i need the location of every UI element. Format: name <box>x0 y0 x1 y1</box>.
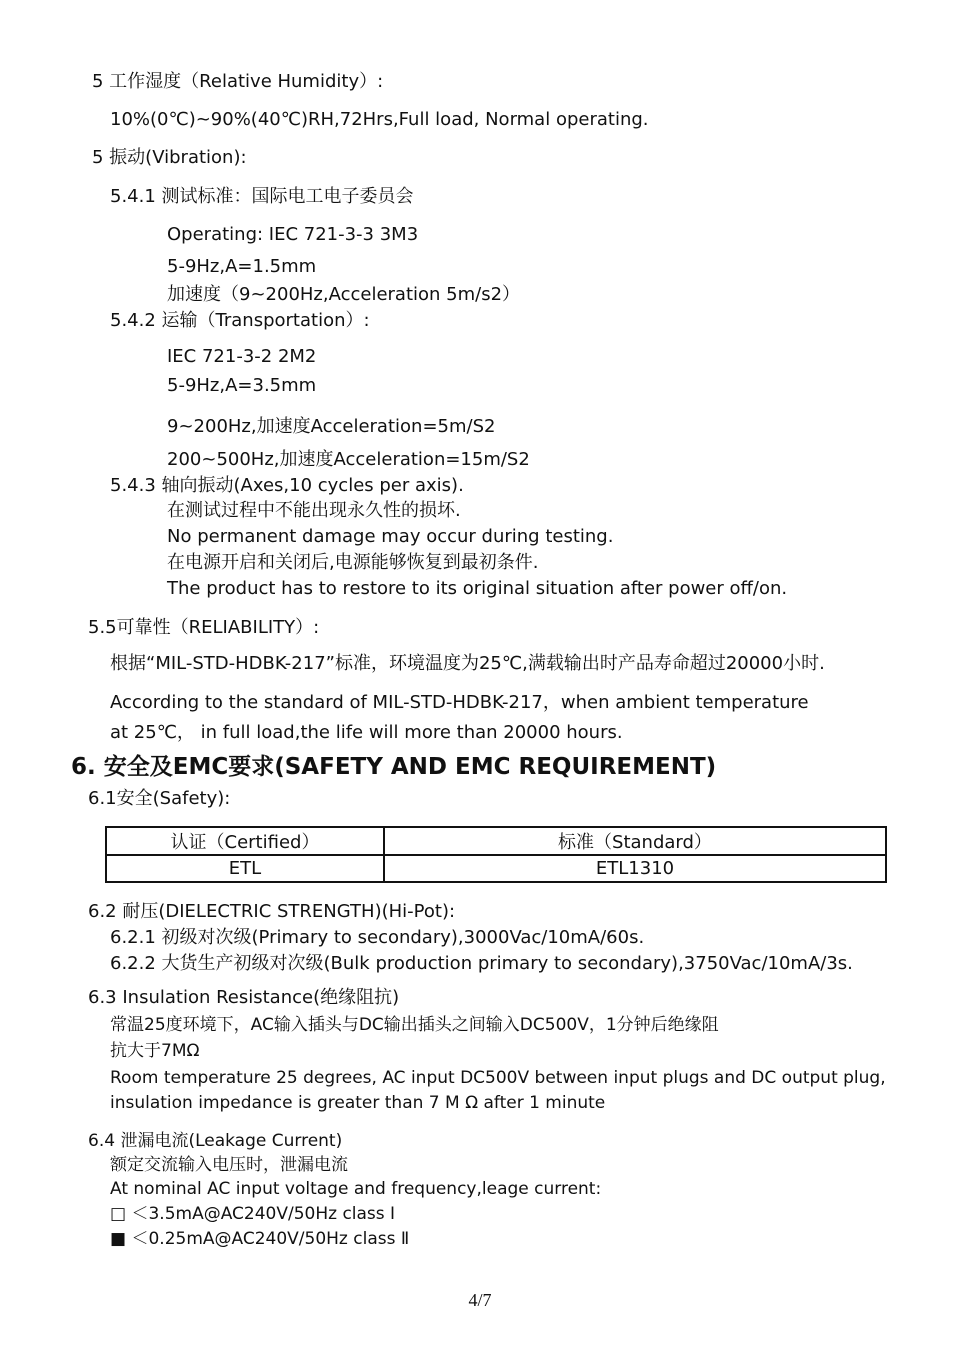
table-header: 认证（Certified） <box>106 827 384 855</box>
leakage-option-label: ＜0.25mA@AC240V/50Hz class Ⅱ <box>131 1229 410 1249</box>
leakage-cn: 额定交流输入电压时，泄漏电流 <box>110 1155 348 1175</box>
table-cell: ETL1310 <box>384 855 886 882</box>
insulation-cn: 常温25度环境下，AC输入插头与DC输出插头之间输入DC500V，1分钟后绝缘阻 <box>110 1015 719 1035</box>
leakage-en: At nominal AC input voltage and frequency,leage current: <box>110 1179 602 1199</box>
leakage-option-label: ＜3.5mA@AC240V/50Hz class Ⅰ <box>131 1204 396 1224</box>
page-number: 4/7 <box>468 1290 492 1310</box>
section-title: 6. 安全及EMC要求(SAFETY AND EMC REQUIREMENT) <box>71 754 717 780</box>
s543-line: 在电源开启和关闭后,电源能够恢复到最初条件. <box>167 552 539 573</box>
table-row <box>106 855 886 882</box>
table-header: 标准（Standard） <box>384 827 886 855</box>
insulation-en: Room temperature 25 degrees, AC input DC500V between input plugs and DC output plug, <box>110 1068 886 1088</box>
s542-heading: 5.4.2 运输（Transportation）: <box>110 310 370 331</box>
humidity-text: 10%(0℃)~90%(40℃)RH,72Hrs,Full load, Normal operating. <box>110 109 649 130</box>
leakage-heading: 6.4 泄漏电流(Leakage Current) <box>88 1131 343 1151</box>
reliability-cn: 根据“MIL-STD-HDBK-217”标准，环境温度为25℃,满载输出时产品寿命超过20000小时. <box>110 653 825 674</box>
table-header-row <box>106 827 886 855</box>
s541-line: Operating: IEC 721-3-3 3M3 <box>167 224 419 245</box>
safety-heading: 6.1安全(Safety): <box>88 788 231 809</box>
s542-line: 9~200Hz,加速度Acceleration=5m/S2 <box>167 416 496 437</box>
reliability-en: According to the standard of MIL-STD-HDBK-217，when ambient temperature <box>110 692 809 713</box>
s543-heading: 5.4.3 轴向振动(Axes,10 cycles per axis). <box>110 475 464 496</box>
s543-line: No permanent damage may occur during testing. <box>167 526 614 547</box>
certification-table <box>105 826 887 883</box>
s541-line: 5-9Hz,A=1.5mm <box>167 256 317 277</box>
hipot-line: 6.2.2 大货生产初级对次级(Bulk production primary to secondary),3750Vac/10mA/3s. <box>110 953 853 974</box>
s543-line: 在测试过程中不能出现永久性的损坏. <box>167 500 461 521</box>
s542-line: 200~500Hz,加速度Acceleration=15m/S2 <box>167 449 530 470</box>
reliability-heading: 5.5可靠性（RELIABILITY）: <box>88 617 320 638</box>
hipot-line: 6.2.1 初级对次级(Primary to secondary),3000Vac/10mA/60s. <box>110 927 645 948</box>
leakage-option <box>110 1228 409 1250</box>
insulation-en: insulation impedance is greater than 7 M Ω after 1 minute <box>110 1093 606 1113</box>
leakage-option <box>110 1203 395 1225</box>
vibration-heading: 5 振动(Vibration): <box>92 147 247 168</box>
s541-line: 加速度（9~200Hz,Acceleration 5m/s2） <box>167 284 521 305</box>
s542-line: IEC 721-3-2 2M2 <box>167 346 317 367</box>
insulation-heading: 6.3 Insulation Resistance(绝缘阻抗) <box>88 987 400 1008</box>
checkbox-empty-icon: □ <box>110 1204 127 1224</box>
s541-heading: 5.4.1 测试标准：国际电工电子委员会 <box>110 186 414 207</box>
reliability-en: at 25℃， in full load,the life will more than 20000 hours. <box>110 722 623 743</box>
hipot-heading: 6.2 耐压(DIELECTRIC STRENGTH)(Hi-Pot): <box>88 901 456 922</box>
humidity-heading: 5 工作湿度（Relative Humidity）: <box>92 71 384 92</box>
s543-line: The product has to restore to its original situation after power off/on. <box>167 578 788 599</box>
insulation-cn: 抗大于7MΩ <box>110 1041 200 1061</box>
s542-line: 5-9Hz,A=3.5mm <box>167 375 317 396</box>
checkbox-filled-icon: ■ <box>110 1229 127 1249</box>
table-cell: ETL <box>106 855 384 882</box>
